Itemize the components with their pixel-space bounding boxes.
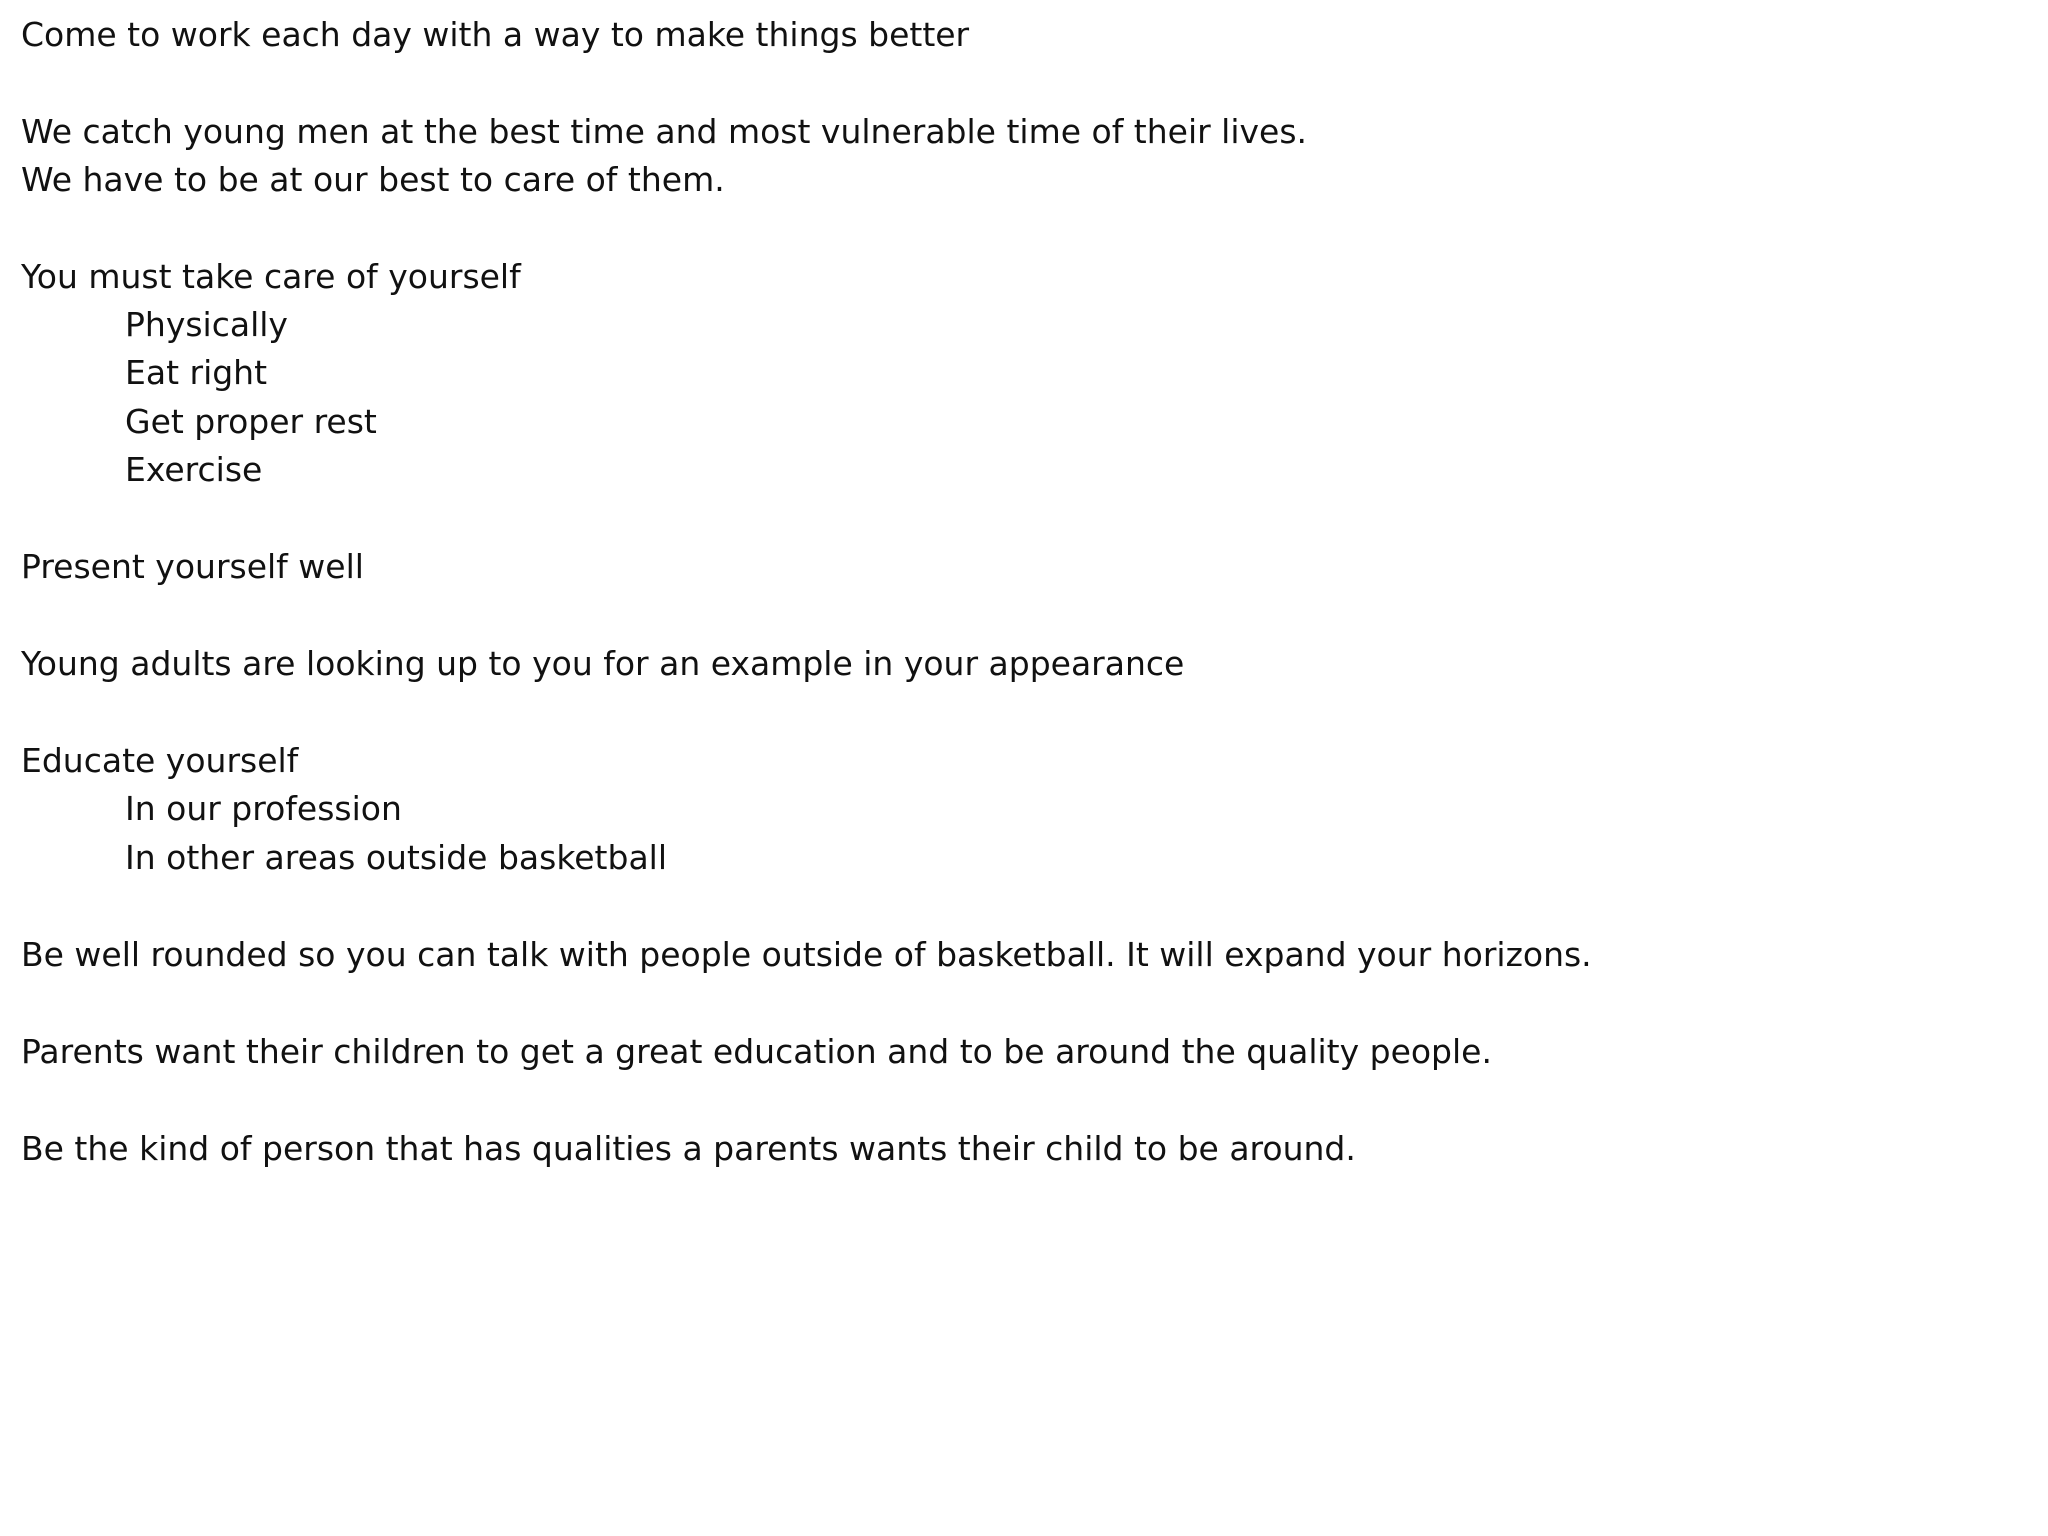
text-line-present-yourself: Present yourself well [21, 547, 364, 586]
text-line-be-at-best: We have to be at our best to care of them. [21, 160, 725, 199]
text-line-kind-of-person: Be the kind of person that has qualities a parents wants their child to be around. [21, 1129, 1356, 1168]
text-line-young-men: We catch young men at the best time and most vulnerable time of their lives. [21, 112, 1308, 151]
text-line-physically: Physically [125, 305, 288, 344]
text-line-eat-right: Eat right [125, 353, 268, 392]
text-line-outside-basketball: In other areas outside basketball [125, 838, 668, 877]
text-line-well-rounded: Be well rounded so you can talk with people outside of basketball. It will expand your horizons. [21, 935, 1592, 974]
text-line-exercise: Exercise [125, 450, 263, 489]
text-line-get-proper-rest: Get proper rest [125, 402, 377, 441]
text-line-profession: In our profession [125, 789, 402, 828]
text-line-parents-education: Parents want their children to get a great education and to be around the quality people. [21, 1032, 1492, 1071]
text-line-educate-yourself: Educate yourself [21, 741, 299, 780]
text-line-take-care-yourself: You must take care of yourself [21, 257, 521, 296]
text-line-work-better: Come to work each day with a way to make things better [21, 15, 970, 54]
text-line-young-adults: Young adults are looking up to you for an example in your appearance [21, 644, 1185, 683]
